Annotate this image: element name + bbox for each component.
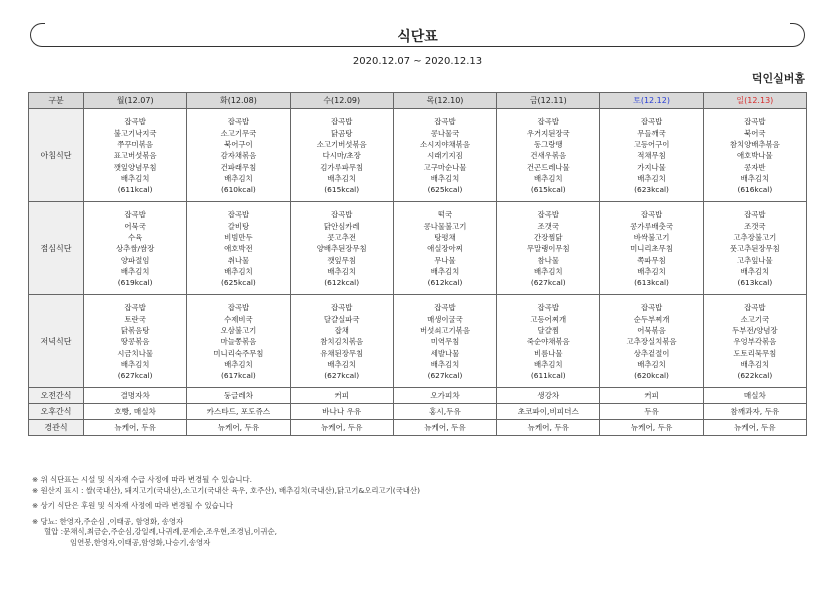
menu-item: 매생이굴국	[427, 314, 463, 324]
menu-cell	[393, 295, 496, 388]
calorie-value: (610kcal)	[221, 185, 256, 195]
menu-item: 잡곡밥	[124, 210, 146, 220]
menu-item: 미역무침	[430, 337, 460, 347]
snack-cell: 홍시,두유	[393, 404, 496, 420]
menu-item: 배추김치	[740, 360, 770, 370]
menu-cell	[187, 202, 290, 295]
menu-item: 간장찜닭	[533, 232, 563, 242]
menu-item: 잡곡밥	[330, 210, 353, 220]
menu-item: 양배추된장무침	[316, 244, 367, 254]
menu-item: 참치김치볶음	[320, 337, 364, 347]
menu-item: 상추겉절이	[633, 348, 670, 358]
menu-item: 쭈꾸미볶음	[117, 139, 153, 149]
calorie-value: (620kcal)	[634, 371, 669, 381]
menu-item: 무말랭이무침	[526, 244, 570, 254]
header-day-saturday: 토(12.12)	[600, 93, 703, 109]
menu-item: 수제비국	[224, 314, 253, 324]
menu-item: 김가루파무침	[320, 162, 364, 172]
menu-item: 잡곡밥	[640, 210, 663, 220]
snack-cell: 뉴케어, 두유	[290, 420, 393, 436]
menu-item: 쪽파무침	[637, 255, 666, 265]
snack-cell: 초코파이,비피더스	[497, 404, 600, 420]
menu-cell	[187, 109, 290, 202]
menu-item: 시금치나물	[117, 348, 153, 358]
snack-cell: 카스타드, 포도쥬스	[187, 404, 290, 420]
meal-row-label: 저녁식단	[29, 295, 84, 388]
menu-item: 배추김치	[224, 267, 253, 277]
menu-item: 잡곡밥	[640, 303, 663, 313]
footnotes	[32, 475, 420, 548]
snack-cell: 뉴케어, 두유	[497, 420, 600, 436]
header-day-sunday: 일(12.13)	[703, 93, 806, 109]
menu-item: 콩나물불고기	[423, 221, 467, 231]
menu-item: 배추김치	[637, 174, 666, 184]
menu-item: 소고기국	[740, 314, 770, 324]
menu-item: 잡곡밥	[227, 303, 250, 313]
calorie-value: (613kcal)	[737, 278, 773, 288]
menu-item: 배추김치	[533, 267, 563, 277]
menu-item: 감자채볶음	[220, 151, 257, 161]
snack-cell: 바나나 우유	[290, 404, 393, 420]
calorie-value: (613kcal)	[634, 278, 669, 288]
menu-item: 비름나물	[533, 348, 563, 358]
header-day: 월(12.07)	[84, 93, 187, 109]
menu-item: 죽순야채볶음	[526, 337, 570, 347]
menu-item: 잡곡밥	[537, 303, 559, 313]
menu-item: 북어국	[744, 128, 766, 138]
menu-cell	[84, 109, 187, 202]
calorie-value: (625kcal)	[427, 185, 463, 195]
menu-cell	[703, 202, 806, 295]
menu-item: 고등어찌개	[530, 314, 567, 324]
menu-item: 소고기무국	[220, 128, 257, 138]
menu-item: 콧고추전	[327, 232, 356, 242]
calorie-value: (627kcal)	[324, 371, 360, 381]
menu-item: 콩나물국	[430, 128, 460, 138]
menu-item: 오삼불고기	[220, 325, 257, 335]
meal-row	[29, 109, 807, 202]
menu-cell	[600, 109, 703, 202]
menu-item: 깻잎무침	[327, 255, 356, 265]
menu-item: 고등어구이	[633, 139, 670, 149]
menu-cell	[497, 202, 600, 295]
menu-item: 적채무침	[637, 151, 666, 161]
menu-item: 고구마순나물	[423, 162, 467, 172]
menu-item: 두부전/양념장	[732, 325, 778, 335]
menu-item: 우거지된장국	[526, 128, 570, 138]
calorie-value: (615kcal)	[324, 185, 360, 195]
menu-cell	[600, 295, 703, 388]
menu-item: 풋고추된장무침	[729, 244, 780, 254]
calorie-value: (617kcal)	[221, 371, 256, 381]
meal-row-label: 아침식단	[29, 109, 84, 202]
menu-item: 애호박전	[224, 244, 253, 254]
menu-item: 미니리숙주무침	[213, 348, 264, 358]
menu-item: 비빔만두	[224, 232, 253, 242]
menu-cell	[290, 109, 393, 202]
menu-item: 닭볶음탕	[120, 325, 150, 335]
menu-item: 참나물	[537, 255, 559, 265]
note-blood-pressure: 혈압 :문채식,최금순,주순심,강일례,나귀례,문계순,조우현,조경님,이귀순,	[44, 527, 278, 536]
menu-cell	[497, 295, 600, 388]
calorie-value: (627kcal)	[427, 371, 463, 381]
menu-item: 시래기지짐	[427, 151, 463, 161]
menu-item: 수육	[128, 232, 143, 242]
snack-row	[29, 404, 807, 420]
calorie-value: (623kcal)	[634, 185, 669, 195]
snack-cell: 오가피차	[393, 388, 496, 404]
menu-item: 잡곡밥	[744, 210, 766, 220]
menu-item: 잡곡밥	[744, 303, 766, 313]
menu-item: 배추김치	[637, 360, 666, 370]
snack-row-label: 경관식	[29, 420, 84, 436]
menu-item: 배추김치	[327, 174, 356, 184]
header-day: 수(12.09)	[290, 93, 393, 109]
menu-cell	[600, 202, 703, 295]
title-banner	[30, 23, 805, 49]
menu-item: 조갯국	[537, 221, 559, 231]
menu-item: 떡국	[437, 210, 453, 220]
menu-item: 애호박나물	[736, 151, 773, 161]
menu-item: 버섯쇠고기볶음	[419, 325, 470, 335]
menu-cell	[84, 295, 187, 388]
menu-item: 달걀실파국	[323, 314, 360, 324]
menu-item: 고추장실치볶음	[626, 337, 677, 347]
menu-item: 잡곡밥	[640, 117, 663, 127]
menu-item: 달걀찜	[537, 325, 559, 335]
menu-item: 갈비탕	[227, 221, 250, 231]
menu-cell	[497, 109, 600, 202]
header-day: 화(12.08)	[187, 93, 290, 109]
calorie-value: (627kcal)	[530, 278, 566, 288]
menu-item: 어묵볶음	[637, 325, 666, 335]
meal-row-label: 점심식단	[29, 202, 84, 295]
menu-item: 잡곡밥	[537, 210, 559, 220]
snack-cell: 생강차	[497, 388, 600, 404]
snack-row	[29, 388, 807, 404]
menu-item: 배추김치	[637, 267, 666, 277]
menu-item: 무나물	[434, 255, 456, 265]
menu-item: 콩가루배춧국	[630, 221, 673, 231]
calorie-value: (611kcal)	[117, 185, 153, 195]
menu-item: 고추잎나물	[736, 255, 773, 265]
menu-item: 땅콩볶음	[120, 337, 150, 347]
menu-item: 배추김치	[327, 267, 356, 277]
menu-item: 잡곡밥	[330, 117, 353, 127]
menu-item: 배추김치	[430, 267, 460, 277]
calorie-value: (615kcal)	[530, 185, 566, 195]
note-blood-pressure-cont: 임연봉,한영자,이태공,함영화,나승기,송영자	[70, 537, 211, 547]
menu-item: 북어구이	[224, 139, 253, 149]
menu-cell	[393, 109, 496, 202]
note-change: ※ 위 식단표는 시설 및 식자재 수급 사정에 따라 변경될 수 있습니다.	[32, 475, 253, 484]
menu-item: 배추김치	[533, 174, 563, 184]
menu-item: 바싹불고기	[633, 232, 670, 242]
header-corner: 구분	[29, 93, 84, 109]
header-day: 금(12.11)	[497, 93, 600, 109]
table-header-row	[29, 93, 807, 109]
menu-item: 배추김치	[120, 360, 150, 370]
calorie-value: (619kcal)	[117, 278, 153, 288]
calorie-value: (627kcal)	[117, 371, 153, 381]
snack-row	[29, 420, 807, 436]
menu-item: 배추김치	[224, 174, 253, 184]
menu-item: 취나물	[227, 255, 250, 265]
calorie-value: (616kcal)	[737, 185, 773, 195]
menu-item: 고추장불고기	[733, 232, 777, 242]
menu-item: 잡곡밥	[744, 117, 766, 127]
header-day: 목(12.10)	[393, 93, 496, 109]
menu-item: 세발나물	[430, 348, 460, 358]
menu-item: 탕평채	[434, 232, 456, 242]
menu-cell	[393, 202, 496, 295]
menu-item: 순두부찌개	[633, 314, 670, 324]
banner-underline	[44, 46, 791, 47]
snack-cell: 뉴케어, 두유	[703, 420, 806, 436]
menu-item: 마늘쫑볶음	[220, 337, 257, 347]
snack-cell: 뉴케어, 두유	[84, 420, 187, 436]
menu-cell	[703, 295, 806, 388]
menu-item: 깻잎양념무침	[113, 162, 157, 172]
menu-item: 도토리묵무침	[733, 348, 777, 358]
meal-table	[28, 92, 807, 436]
snack-row-label: 오후간식	[29, 404, 84, 420]
menu-item: 잡곡밥	[434, 117, 456, 127]
menu-item: 다시마/초장	[322, 151, 361, 161]
snack-cell: 커피	[290, 388, 393, 404]
menu-item: 어묵국	[124, 221, 146, 231]
snack-cell: 뉴케어, 두유	[600, 420, 703, 436]
note-diabetes: ※ 당뇨: 한영자,주순심 ,이태공, 함영화, 송영자	[32, 516, 184, 526]
menu-item: 잡곡밥	[227, 210, 250, 220]
snack-row-label: 오전간식	[29, 388, 84, 404]
meal-row	[29, 202, 807, 295]
menu-item: 잡곡밥	[434, 303, 456, 313]
menu-item: 양파절임	[120, 255, 150, 265]
menu-item: 표고버섯볶음	[113, 151, 157, 161]
menu-item: 배추김치	[740, 174, 770, 184]
menu-item: 콩자반	[744, 162, 766, 172]
menu-item: 잡곡밥	[124, 117, 146, 127]
menu-item: 잡곡밥	[227, 117, 250, 127]
menu-item: 잡곡밥	[124, 303, 146, 313]
meal-row	[29, 295, 807, 388]
menu-item: 소시지야채볶음	[419, 139, 470, 149]
snack-cell: 호빵, 매실차	[84, 404, 187, 420]
snack-cell: 뉴케어, 두유	[393, 420, 496, 436]
menu-item: 애실장아찌	[427, 244, 463, 254]
menu-item: 배추김치	[533, 360, 563, 370]
snack-cell: 뉴케어, 두유	[187, 420, 290, 436]
menu-item: 참치양배추볶음	[729, 139, 780, 149]
menu-cell	[703, 109, 806, 202]
menu-item: 배추김치	[430, 360, 460, 370]
menu-item: 조갯국	[744, 221, 766, 231]
menu-cell	[84, 202, 187, 295]
menu-item: 동그랑땡	[533, 139, 563, 149]
menu-cell	[187, 295, 290, 388]
menu-item: 배추김치	[430, 174, 460, 184]
organization-name: 덕인실버홈	[751, 72, 805, 85]
menu-item: 배추김치	[120, 267, 150, 277]
menu-item: 무들깨국	[637, 128, 666, 138]
menu-item: 잡채	[334, 325, 349, 335]
menu-item: 건새우볶음	[530, 151, 567, 161]
menu-item: 건곤드레나물	[526, 162, 570, 172]
menu-item: 미니리초무침	[630, 244, 673, 254]
date-range: 2020.12.07 ~ 2020.12.13	[352, 56, 483, 67]
menu-item: 우엉부각볶음	[733, 337, 777, 347]
menu-item: 배추김치	[740, 267, 770, 277]
menu-item: 건파래무침	[220, 162, 257, 172]
menu-cell	[290, 202, 393, 295]
menu-item: 소고기버섯볶음	[316, 139, 367, 149]
menu-item: 가지나물	[637, 162, 666, 172]
page-title: 식단표	[397, 29, 438, 45]
snack-cell: 참깨과자, 두유	[703, 404, 806, 420]
menu-item: 유채된장무침	[320, 348, 364, 358]
menu-item: 잡곡밥	[330, 303, 353, 313]
menu-item: 닭안심카레	[323, 221, 360, 231]
calorie-value: (612kcal)	[324, 278, 360, 288]
menu-item: 배추김치	[224, 360, 253, 370]
menu-item: 잡곡밥	[537, 117, 559, 127]
snack-cell: 둥글레차	[187, 388, 290, 404]
calorie-value: (625kcal)	[221, 278, 256, 288]
menu-item: 불고기낙지국	[113, 128, 157, 138]
note-origin: ※ 원산지 표시 : 쌀(국내산), 돼지고기(국내산),소고기(국내산 육우, 호주산), 배추김치(국내산),닭고기&오리고기(국내산)	[32, 485, 420, 495]
menu-item: 토란국	[124, 314, 146, 324]
calorie-value: (612kcal)	[427, 278, 463, 288]
menu-item: 배추김치	[120, 174, 150, 184]
snack-cell: 두유	[600, 404, 703, 420]
calorie-value: (611kcal)	[530, 371, 566, 381]
note-sponsor: ※ 상기 식단은 후원 및 식자재 사정에 따라 변경될 수 있습니다	[32, 501, 234, 510]
menu-item: 배추김치	[327, 360, 356, 370]
calorie-value: (622kcal)	[737, 371, 773, 381]
menu-cell	[290, 295, 393, 388]
snack-cell: 매실차	[703, 388, 806, 404]
menu-item: 상추쌈/쌈장	[116, 244, 155, 254]
menu-item: 닭곰탕	[330, 128, 353, 138]
snack-cell: 결명자차	[84, 388, 187, 404]
snack-cell: 커피	[600, 388, 703, 404]
